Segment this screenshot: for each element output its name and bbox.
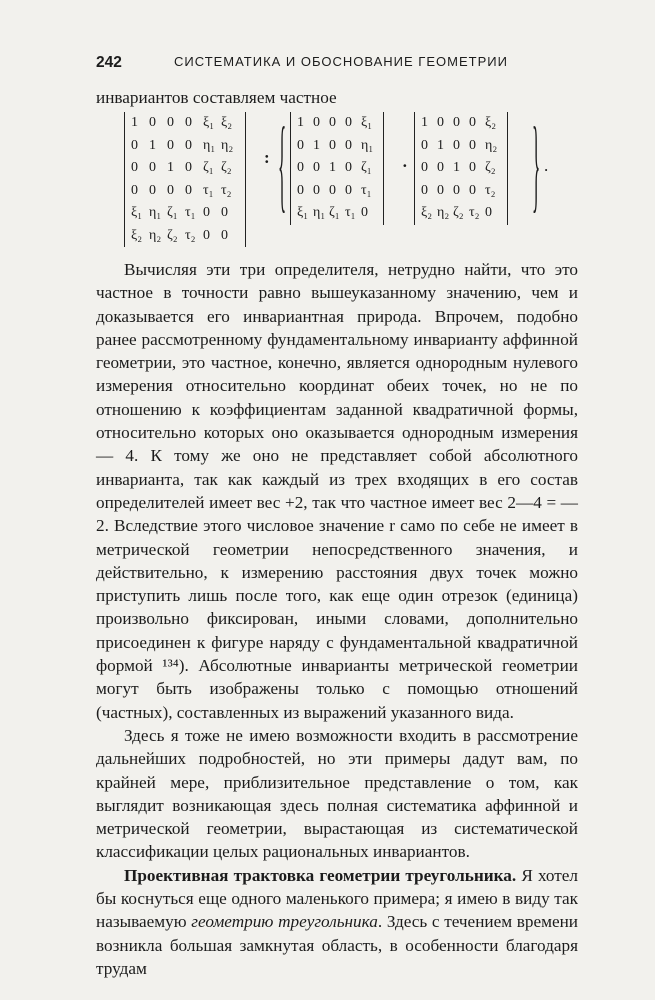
matrix-entry: η₂ xyxy=(221,137,234,153)
matrix-entry: 0 xyxy=(167,137,174,153)
matrix-entry: 0 xyxy=(437,182,444,198)
matrix-entry: ζ₁ xyxy=(329,205,340,221)
matrix-entry: 1 xyxy=(453,160,460,176)
text-run: . Здесь с течением времени возникла большая замкнутая область, в особенности благодаря трудам xyxy=(96,912,578,978)
matrix-entry: 0 xyxy=(185,137,192,153)
matrix-entry: 0 xyxy=(131,160,138,176)
matrix-entry: 1 xyxy=(329,160,336,176)
matrix-entry: 0 xyxy=(313,160,320,176)
matrix-entry: ξ₂ xyxy=(131,227,143,243)
matrix-entry: 0 xyxy=(221,205,228,221)
page-number: 242 xyxy=(96,54,122,71)
matrix-entry: τ₁ xyxy=(361,182,372,198)
matrix-entry: ζ₁ xyxy=(203,160,214,176)
matrix-entry: 0 xyxy=(421,160,428,176)
matrix-entry: 0 xyxy=(131,137,138,153)
matrix-entry: ζ₂ xyxy=(485,160,496,176)
matrix-entry: 0 xyxy=(131,182,138,198)
book-page xyxy=(96,54,578,980)
matrix-entry: ξ₂ xyxy=(485,115,497,131)
page-header xyxy=(96,54,578,80)
matrix-entry: 0 xyxy=(329,137,336,153)
matrix-entry: 0 xyxy=(345,115,352,131)
matrix-entry: ξ₁ xyxy=(131,205,143,221)
matrix-entry: ξ₁ xyxy=(203,115,215,131)
determinant-5x5-point1 xyxy=(290,112,384,225)
matrix-entry: 0 xyxy=(297,137,304,153)
matrix-entry: 0 xyxy=(221,227,228,243)
body-text xyxy=(96,258,578,980)
matrix-entry: 0 xyxy=(453,182,460,198)
matrix-entry: 0 xyxy=(437,160,444,176)
matrix-entry: ξ₂ xyxy=(221,115,233,131)
matrix-entry: 0 xyxy=(345,137,352,153)
matrix-entry: η₁ xyxy=(149,205,162,221)
matrix-entry: 0 xyxy=(297,160,304,176)
matrix-entry: η₂ xyxy=(149,227,162,243)
matrix-entry: η₂ xyxy=(485,137,498,153)
matrix-entry: 0 xyxy=(203,227,210,243)
matrix-entry: 1 xyxy=(297,115,304,131)
matrix-entry: ζ₂ xyxy=(453,205,464,221)
matrix-entry: τ₂ xyxy=(485,182,496,198)
matrix-entry: 0 xyxy=(297,182,304,198)
matrix-entry: 1 xyxy=(437,137,444,153)
matrix-entry: η₁ xyxy=(313,205,326,221)
matrix-entry: 0 xyxy=(185,160,192,176)
matrix-entry: ζ₂ xyxy=(221,160,232,176)
paragraph: Вычисляя эти три определителя, нетрудно найти, что это частное в точности равно вышеуказанному значению, чем и доказывается его инвариантная природа. Впрочем, подобно ранее рассмотренному фундаментальному инварианту аффинной геометрии, это частное, конечно, является однородным нулевого измерения относительно координат обеих точек, но не по отношению к коэффициентам заданной квадратичной формы, относительно которых оно оказывается однородным измерения — 4. К тому же оно не представляет собой абсолютного инварианта, так как каждый из трех входящих в его состав определителей имеет вес +2, так что частное имеет вес 2—4 = —2. Вследствие этого числовое значение r само по себе не имеет в метрической геометрии непосредственного значения, и действительно, к измерению расстояния двух точек можно приступить лишь после того, как еще один отрезок (единица) произвольно фиксирован, иными словами, дополнительно присоединен к фигуре наряду с фундаментальной квадратичной формой ¹³⁴). Абсолютные инварианты метрической геометрии могут быть изображены только с помощью отношений (частных), составленных из выражений указанного вида. xyxy=(96,260,578,722)
paragraph xyxy=(96,864,578,980)
matrix-entry: ζ₁ xyxy=(361,160,372,176)
matrix-entry: η₂ xyxy=(437,205,450,221)
matrix-entry: τ₁ xyxy=(185,205,196,221)
matrix-entry: 0 xyxy=(453,137,460,153)
matrix-entry: η₁ xyxy=(361,137,374,153)
matrix-entry: 0 xyxy=(361,205,368,221)
running-title: СИСТЕМАТИКА И ОБОСНОВАНИЕ ГЕОМЕТРИИ xyxy=(174,54,508,69)
formula-period: . xyxy=(544,156,549,175)
matrix-entry: 0 xyxy=(421,137,428,153)
matrix-entry: 1 xyxy=(149,137,156,153)
matrix-entry: 1 xyxy=(131,115,138,131)
matrix-entry: ξ₂ xyxy=(421,205,433,221)
matrix-entry: 0 xyxy=(453,115,460,131)
matrix-entry: τ₂ xyxy=(185,227,196,243)
determinant-6x6 xyxy=(124,112,246,247)
matrix-entry: 0 xyxy=(329,115,336,131)
matrix-entry: 1 xyxy=(167,160,174,176)
paragraph: Здесь я тоже не имею возможности входить в рассмотрение дальнейших подробностей, но эти примеры дадут вам, по крайней мере, приблизительное представление о том, как выглядит возникающая здесь полная систематика аффинной и метрической геометрии, вырастающая из систематической классификации целых рациональных инвариантов. xyxy=(96,725,578,862)
matrix-entry: 0 xyxy=(149,115,156,131)
italic-term: геометрию треугольника xyxy=(191,912,378,932)
text-run: Я хотел бы коснуться еще одного маленького примера; я имею в виду так называемую xyxy=(96,865,578,932)
matrix-entry: 0 xyxy=(469,182,476,198)
matrix-entry: τ₁ xyxy=(203,182,214,198)
matrix-entry: 0 xyxy=(345,182,352,198)
matrix-entry: 0 xyxy=(345,160,352,176)
matrix-entry: 0 xyxy=(185,182,192,198)
matrix-entry: 0 xyxy=(167,182,174,198)
section-heading: Проективная трактовка геометрии треугольника. xyxy=(124,865,517,885)
matrix-entry: 0 xyxy=(437,115,444,131)
matrix-entry: 0 xyxy=(313,115,320,131)
matrix-entry: ξ₁ xyxy=(361,115,373,131)
left-brace: { xyxy=(278,106,287,224)
determinant-quotient-formula xyxy=(96,106,578,252)
matrix-entry: 0 xyxy=(313,182,320,198)
matrix-entry: ζ₁ xyxy=(167,205,178,221)
right-brace: } xyxy=(532,106,541,224)
lead-line: инвариантов составляем частное xyxy=(96,88,337,107)
matrix-entry: 0 xyxy=(469,137,476,153)
matrix-entry: 1 xyxy=(421,115,428,131)
colon-sign: : xyxy=(264,148,270,167)
matrix-entry: 0 xyxy=(485,205,492,221)
multiply-dot: · xyxy=(402,156,408,175)
matrix-entry: 0 xyxy=(149,160,156,176)
matrix-entry: 0 xyxy=(167,115,174,131)
matrix-entry: ξ₁ xyxy=(297,205,309,221)
matrix-entry: 0 xyxy=(469,115,476,131)
matrix-entry: τ₂ xyxy=(221,182,232,198)
matrix-entry: 0 xyxy=(203,205,210,221)
determinant-5x5-point2 xyxy=(414,112,508,225)
matrix-entry: 0 xyxy=(421,182,428,198)
matrix-entry: 0 xyxy=(185,115,192,131)
matrix-entry: 0 xyxy=(149,182,156,198)
matrix-entry: τ₁ xyxy=(345,205,356,221)
matrix-entry: ζ₂ xyxy=(167,227,178,243)
matrix-entry: τ₂ xyxy=(469,205,480,221)
matrix-entry: 0 xyxy=(329,182,336,198)
matrix-entry: η₁ xyxy=(203,137,216,153)
matrix-entry: 0 xyxy=(469,160,476,176)
matrix-entry: 1 xyxy=(313,137,320,153)
